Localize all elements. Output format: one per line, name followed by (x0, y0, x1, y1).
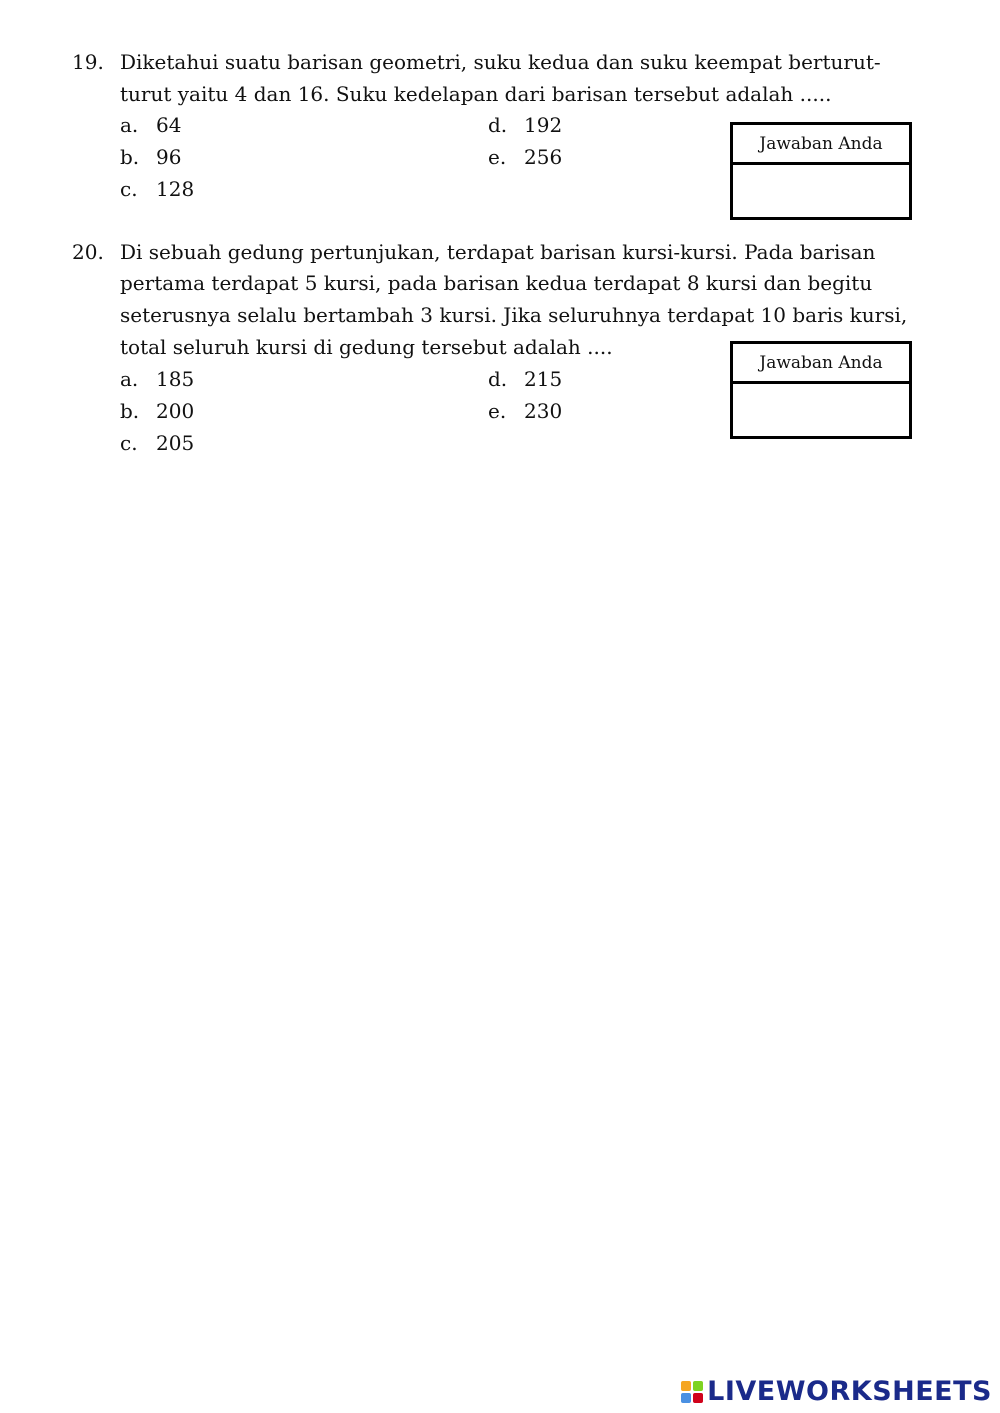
liveworksheets-brand (681, 1376, 992, 1407)
question-number: 20. (72, 240, 104, 264)
option-letter: b. (120, 145, 140, 169)
option-letter: d. (488, 367, 508, 391)
option-letter: a. (120, 367, 139, 391)
option-c (120, 431, 194, 455)
option-value: 256 (524, 145, 563, 169)
logo-square (693, 1381, 703, 1391)
answer-box-label: Jawaban Anda (733, 125, 909, 165)
question-text-line: seterusnya selalu bertambah 3 kursi. Jika seluruhnya terdapat 10 baris kursi, (120, 303, 908, 327)
logo-square (681, 1381, 691, 1391)
answer-box-label: Jawaban Anda (733, 344, 909, 384)
option-d (488, 113, 562, 137)
option-a (120, 113, 181, 137)
question-text-line: total seluruh kursi di gedung tersebut adalah .... (120, 335, 613, 359)
liveworksheets-logo-icon (681, 1381, 703, 1403)
answer-input[interactable] (733, 384, 909, 436)
answer-box (730, 341, 912, 439)
question-number: 19. (72, 50, 104, 74)
option-letter: b. (120, 399, 140, 423)
option-e (488, 145, 562, 169)
question-text-line: turut yaitu 4 dan 16. Suku kedelapan dari barisan tersebut adalah ..... (120, 82, 832, 106)
question-text-line: Diketahui suatu barisan geometri, suku kedua dan suku keempat berturut- (120, 50, 881, 74)
option-b (120, 145, 181, 169)
logo-square (693, 1393, 703, 1403)
option-value: 215 (524, 367, 563, 391)
answer-input[interactable] (733, 165, 909, 217)
option-d (488, 367, 562, 391)
question-text-line: pertama terdapat 5 kursi, pada barisan kedua terdapat 8 kursi dan begitu (120, 271, 873, 295)
option-letter: c. (120, 431, 138, 455)
option-letter: a. (120, 113, 139, 137)
option-letter: e. (488, 145, 507, 169)
option-e (488, 399, 562, 423)
option-a (120, 367, 194, 391)
brand-name: LIVEWORKSHEETS (707, 1376, 992, 1407)
option-b (120, 399, 194, 423)
option-value: 200 (156, 399, 195, 423)
option-value: 192 (524, 113, 563, 137)
option-value: 185 (156, 367, 195, 391)
option-value: 128 (156, 177, 195, 201)
option-value: 230 (524, 399, 563, 423)
option-value: 96 (156, 145, 182, 169)
logo-square (681, 1393, 691, 1403)
question-text-line: Di sebuah gedung pertunjukan, terdapat barisan kursi-kursi. Pada barisan (120, 240, 876, 264)
option-c (120, 177, 194, 201)
answer-box (730, 122, 912, 220)
option-letter: c. (120, 177, 138, 201)
option-letter: d. (488, 113, 508, 137)
option-letter: e. (488, 399, 507, 423)
option-value: 205 (156, 431, 195, 455)
option-value: 64 (156, 113, 182, 137)
